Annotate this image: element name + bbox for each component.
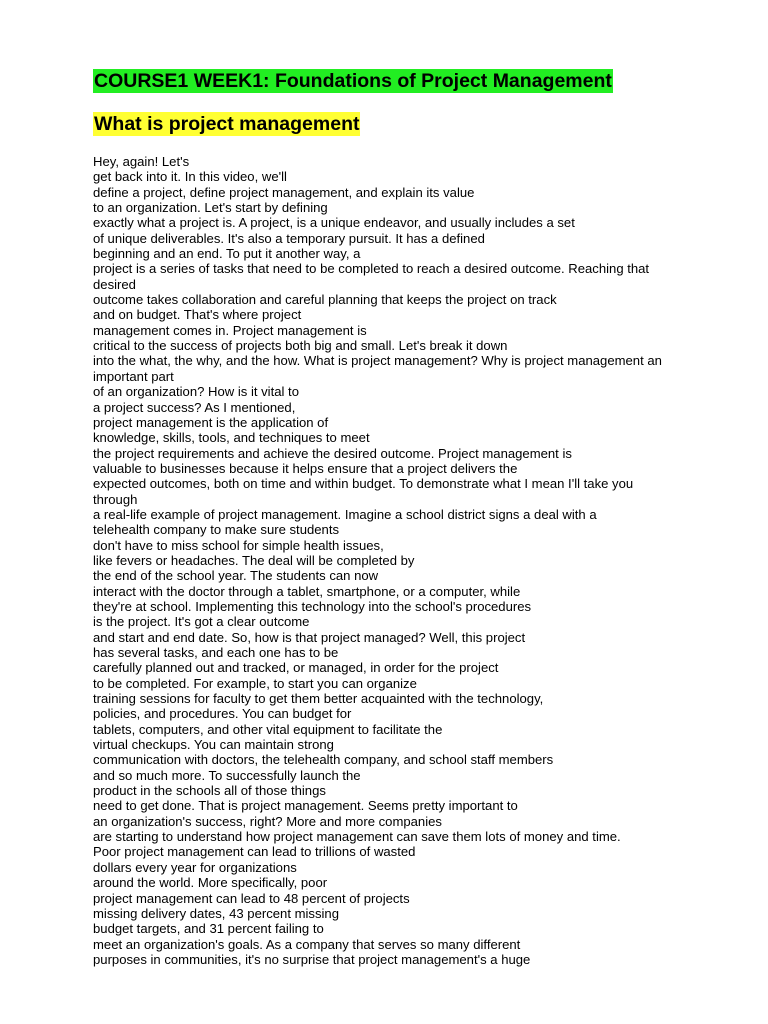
transcript-line: interact with the doctor through a tablet, smartphone, or a computer, while (93, 583, 521, 599)
transcript-line: the end of the school year. The students can now (93, 568, 379, 584)
transcript-line: an organization's success, right? More and more companies (93, 813, 442, 829)
transcript-line: management comes in. Project management is (93, 322, 367, 338)
transcript-line: to be completed. For example, to start you can organize (93, 675, 417, 691)
transcript-line: virtual checkups. You can maintain strong (93, 737, 334, 753)
transcript-line: dollars every year for organizations (93, 859, 297, 875)
transcript-line: knowledge, skills, tools, and techniques to meet (93, 430, 370, 446)
transcript-line: has several tasks, and each one has to be (93, 645, 339, 660)
section-heading: What is project management (94, 113, 360, 135)
transcript-line: carefully planned out and tracked, or managed, in order for the project (93, 660, 499, 676)
transcript-line: into the what, the why, and the how. What is project management? Why is project management an important part (93, 353, 662, 384)
transcript-line: missing delivery dates, 43 percent missing (93, 905, 339, 921)
transcript-line: they're at school. Implementing this technology into the school's procedures (93, 598, 532, 614)
transcript-line: are starting to understand how project management can save them lots of money and time. (93, 829, 621, 845)
transcript-line: Hey, again! Let's (93, 154, 190, 169)
transcript-line: project is a series of tasks that need to be completed to reach a desired outcome. Reaching that desired (93, 261, 650, 292)
transcript-line: communication with doctors, the telehealth company, and school staff members (93, 752, 554, 768)
transcript-line: to an organization. Let's start by defining (93, 200, 328, 216)
transcript-line: beginning and an end. To put it another way, a (93, 246, 361, 262)
transcript-line: the project requirements and achieve the desired outcome. Project management is (93, 445, 572, 461)
transcript-line: outcome takes collaboration and careful planning that keeps the project on track (93, 292, 557, 308)
transcript-line: around the world. More specifically, poor (93, 875, 328, 891)
transcript-line: exactly what a project is. A project, is a unique endeavor, and usually includes a set (93, 215, 575, 231)
transcript-line: a project success? As I mentioned, (93, 399, 296, 415)
transcript-line: meet an organization's goals. As a company that serves so many different (93, 936, 521, 952)
transcript-line: project management is the application of (93, 414, 329, 430)
transcript-line: don't have to miss school for simple health issues, (93, 537, 384, 553)
transcript-line: budget targets, and 31 percent failing to (93, 921, 324, 937)
transcript-line: training sessions for faculty to get them better acquainted with the technology, (93, 691, 544, 707)
transcript-line: and start and end date. So, how is that project managed? Well, this project (93, 629, 526, 645)
transcript-line: and on budget. That's where project (93, 307, 302, 323)
transcript-line: policies, and procedures. You can budget for (93, 706, 352, 722)
transcript-line: product in the schools all of those things (93, 783, 326, 799)
transcript-line: of unique deliverables. It's also a temporary pursuit. It has a defined (93, 230, 485, 246)
transcript-line: tablets, computers, and other vital equipment to facilitate the (93, 721, 443, 737)
transcript-line: is the project. It's got a clear outcome (93, 614, 310, 630)
transcript-line: project management can lead to 48 percent of projects (93, 890, 410, 906)
transcript-line: like fevers or headaches. The deal will be completed by (93, 552, 415, 568)
transcript-line: critical to the success of projects both big and small. Let's break it down (93, 338, 508, 354)
transcript-line: Poor project management can lead to trillions of wasted (93, 844, 416, 860)
transcript-line: telehealth company to make sure students (93, 522, 340, 538)
transcript-line: a real-life example of project management. Imagine a school district signs a deal with a (93, 506, 597, 522)
transcript-line: expected outcomes, both on time and within budget. To demonstrate what I mean I'll take you through (93, 476, 634, 507)
transcript-line: need to get done. That is project management. Seems pretty important to (93, 798, 518, 814)
transcript-line: define a project, define project management, and explain its value (93, 184, 475, 200)
page-title: COURSE1 WEEK1: Foundations of Project Management (94, 70, 612, 92)
transcript-line: valuable to businesses because it helps ensure that a project delivers the (93, 460, 518, 476)
transcript-line: of an organization? How is it vital to (93, 384, 299, 400)
transcript-line: and so much more. To successfully launch the (93, 767, 361, 783)
transcript-line: purposes in communities, it's no surprise that project management's a huge (93, 951, 531, 967)
transcript-line: get back into it. In this video, we'll (93, 169, 287, 185)
transcript-body (93, 154, 673, 967)
